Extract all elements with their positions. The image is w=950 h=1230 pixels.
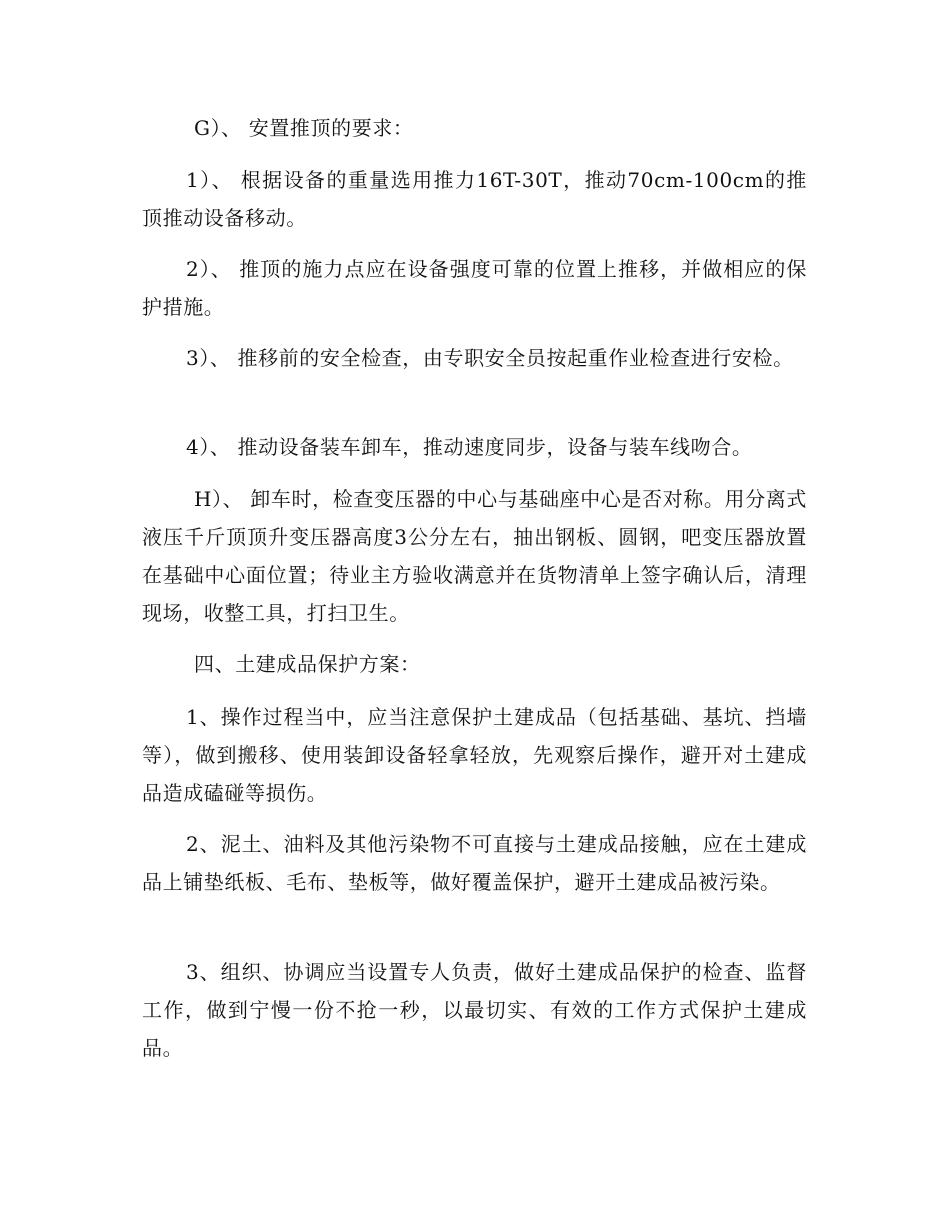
section-heading-g: G）、 安置推顶的要求：	[194, 116, 414, 140]
paragraph-4: 4）、 推动设备装车卸车，推动速度同步，设备与装车线吻合。	[186, 435, 753, 459]
paragraph-1: 1）、 根据设备的重量选用推力16T-30T，推动70cm-100cm的推顶推动设备移动。	[142, 168, 807, 230]
paragraph-protection-2: 2、泥土、油料及其他污染物不可直接与土建成品接触，应在土建成品上铺垫纸板、毛布、垫板等，做好覆盖保护，避开土建成品被污染。	[142, 832, 807, 894]
paragraph-2: 2）、 推顶的施力点应在设备强度可靠的位置上推移，并做相应的保护措施。	[142, 257, 807, 319]
paragraph-protection-1: 1、操作过程当中，应当注意保护土建成品（包括基础、基坑、挡墙等），做到搬移、使用装卸设备轻拿轻放，先观察后操作，避开对土建成品造成磕碰等损伤。	[142, 705, 807, 805]
section-paragraph-h: H）、 卸车时，检查变压器的中心与基础座中心是否对称。用分离式液压千斤顶顶升变压器高度3公分左右，抽出钢板、圆钢，吧变压器放置在基础中心面位置；待业主方验收满意并在货物清单上签字确认后，清理现场，收整工具，打扫卫生。	[142, 487, 807, 625]
paragraph-protection-3: 3、组织、协调应当设置专人负责，做好土建成品保护的检查、监督工作，做到宁慢一份不抢一秒，以最切实、有效的工作方式保护土建成品。	[142, 960, 807, 1060]
section-heading-4: 四、土建成品保护方案：	[194, 652, 421, 676]
paragraph-3: 3）、 推移前的安全检查，由专职安全员按起重作业检查进行安检。	[186, 346, 794, 370]
